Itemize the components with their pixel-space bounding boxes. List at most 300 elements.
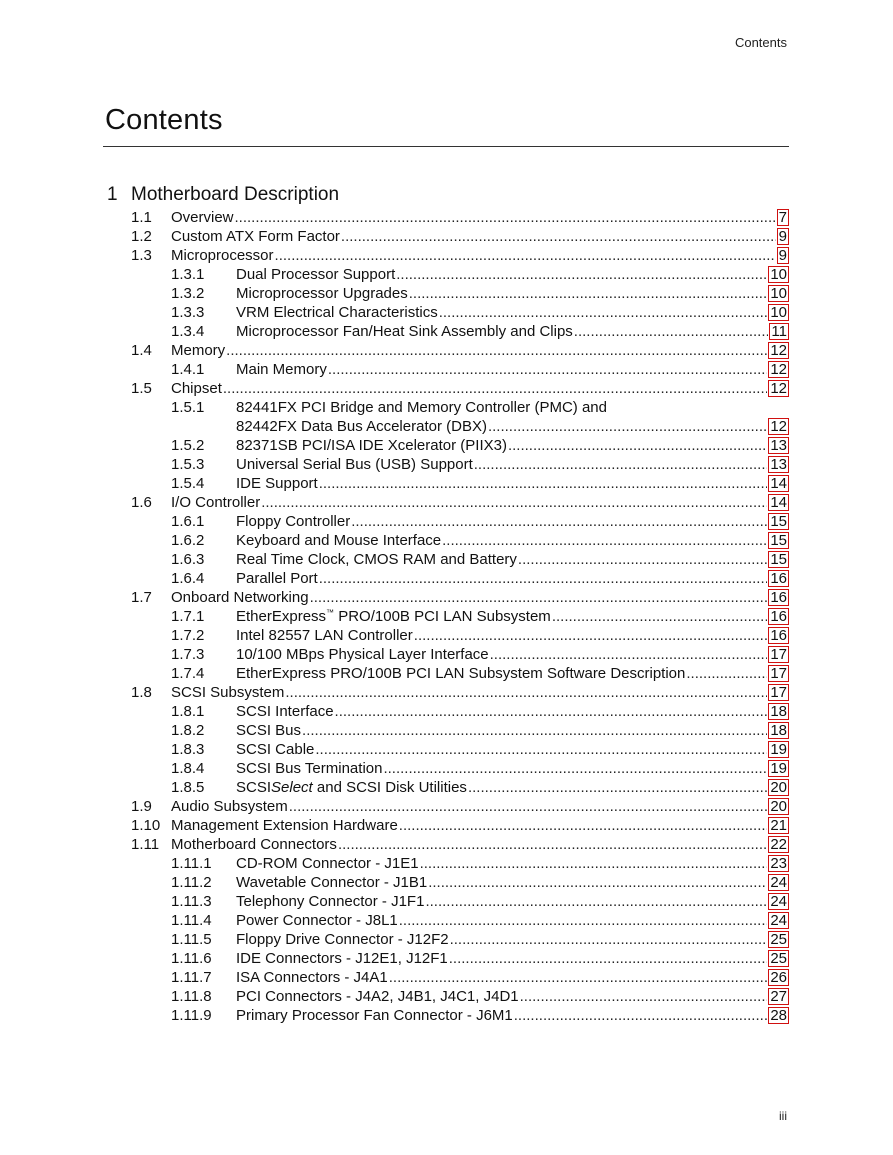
dot-leader [310, 588, 768, 607]
toc-entry-title-text: Floppy Controller [236, 513, 351, 530]
toc-entry-title[interactable] [236, 626, 413, 645]
page-number-link[interactable]: 10 [770, 285, 787, 302]
toc-entry-line [236, 569, 789, 588]
page-number-link[interactable]: 14 [770, 494, 787, 511]
toc-entry-title[interactable] [236, 417, 487, 436]
dot-leader [289, 797, 768, 816]
toc-entry-title[interactable] [236, 854, 419, 873]
toc-entry-line [236, 778, 789, 797]
dot-leader [338, 835, 767, 854]
toc-entry-title[interactable] [236, 322, 573, 341]
dot-leader [490, 645, 768, 664]
toc-entry[interactable] [0, 759, 893, 778]
dot-leader [514, 1006, 768, 1025]
toc-entry-title-text: Main Memory [236, 361, 327, 378]
toc-entry-line [236, 436, 789, 455]
toc-entry[interactable] [0, 702, 893, 721]
toc-entry[interactable] [0, 531, 893, 550]
toc-entry[interactable] [0, 797, 893, 816]
toc-entry-line [236, 740, 789, 759]
toc-entry-number: 1.8.2 [171, 722, 205, 739]
page-folio: iii [779, 1109, 787, 1123]
toc-entry[interactable] [0, 1006, 893, 1025]
chapter-heading [107, 184, 339, 206]
page-number-link[interactable]: 15 [770, 551, 787, 568]
toc-entry-title-text: Overview [171, 209, 234, 226]
page-number-link[interactable]: 9 [778, 247, 787, 264]
toc-entry-line [171, 797, 789, 816]
toc-entry-number: 1.6 [131, 494, 152, 511]
toc-entry-title-text: Real Time Clock, CMOS RAM and Battery [236, 551, 517, 568]
toc-entry-title-text: Management Extension Hardware [171, 817, 398, 834]
toc-entry-title-text: VRM Electrical Characteristics [236, 304, 438, 321]
toc-entry-title-text: Parallel Port [236, 570, 318, 587]
toc-entry[interactable] [0, 455, 893, 474]
page-number-link[interactable]: 12 [770, 418, 787, 435]
toc-entry-title[interactable] [236, 607, 551, 626]
toc-entry-line [236, 360, 789, 379]
toc-entry-number: 1.4 [131, 342, 152, 359]
toc-entry-number: 1.11.6 [171, 950, 212, 967]
dot-leader [420, 854, 768, 873]
toc-entry-number: 1.8 [131, 684, 152, 701]
toc-entry-line [236, 968, 789, 987]
toc-entry[interactable] [0, 968, 893, 987]
toc-entry-line [236, 265, 789, 284]
dot-leader [319, 474, 768, 493]
toc-entry-title[interactable] [236, 569, 318, 588]
toc-entry-number: 1.11.9 [171, 1007, 212, 1024]
toc-entry-title[interactable] [236, 949, 448, 968]
page-number-link[interactable]: 12 [770, 342, 787, 359]
toc-entry[interactable] [0, 512, 893, 531]
toc-entry[interactable] [0, 816, 893, 835]
toc-entry-title-text: Chipset [171, 380, 222, 397]
toc-entry[interactable] [0, 493, 893, 512]
page-number-link[interactable]: 16 [770, 589, 787, 606]
page-number-link[interactable]: 25 [770, 931, 787, 948]
dot-leader [399, 911, 768, 930]
chapter-number: 1 [107, 184, 118, 205]
toc-entry-title[interactable] [236, 702, 334, 721]
toc-entry-title[interactable] [236, 930, 449, 949]
page-number-link[interactable]: 12 [770, 361, 787, 378]
toc-entry-title-text: EtherExpress PRO/100B PCI LAN Subsystem Software Description [236, 665, 686, 682]
toc-entry-title[interactable] [236, 303, 438, 322]
toc-entry-line [171, 379, 789, 398]
toc-entry-title-text: ISA Connectors - J4A1 [236, 969, 388, 986]
dot-leader [319, 569, 768, 588]
dot-leader [508, 436, 767, 455]
page-number-link[interactable]: 17 [770, 684, 787, 701]
toc-entry-line [236, 892, 789, 911]
page-number-link[interactable]: 24 [770, 874, 787, 891]
toc-entry-number: 1.8.5 [171, 779, 205, 796]
toc-entry-number: 1.11.7 [171, 969, 212, 986]
page-number-link[interactable]: 28 [770, 1007, 787, 1024]
toc-entry-title-text: Audio Subsystem [171, 798, 288, 815]
toc-entry-title[interactable] [236, 645, 489, 664]
toc-entry-title[interactable] [236, 664, 685, 683]
dot-leader [474, 455, 768, 474]
page-title: Contents [105, 104, 223, 136]
title-rule [103, 146, 789, 147]
dot-leader [439, 303, 768, 322]
dot-leader [261, 493, 767, 512]
toc-entry-number: 1.5.2 [171, 437, 205, 454]
page-number-link[interactable]: 15 [770, 532, 787, 549]
toc-entry-title-text: Microprocessor Upgrades [236, 285, 408, 302]
toc-entry-title-text: SCSI Subsystem [171, 684, 285, 701]
toc-entry[interactable] [0, 607, 893, 626]
toc-entry-number: 1.3.4 [171, 323, 205, 340]
dot-leader [488, 417, 767, 436]
toc-entry-title-text: EtherExpress [236, 608, 327, 625]
toc-entry[interactable] [0, 208, 893, 227]
toc-entry-number: 1.11.2 [171, 874, 212, 891]
toc-entry[interactable] [0, 550, 893, 569]
toc-entry-line [236, 417, 789, 436]
toc-entry-title-rest: PRO/100B PCI LAN Subsystem [334, 608, 551, 625]
toc-entry-title-text: I/O Controller [171, 494, 261, 511]
toc-entry-line [236, 645, 789, 664]
page-number-link[interactable]: 22 [770, 836, 787, 853]
toc-entry-title[interactable] [236, 911, 398, 930]
page-number-link[interactable]: 25 [770, 950, 787, 967]
toc-entry[interactable] [0, 930, 893, 949]
running-head: Contents [734, 35, 787, 50]
page-number-link[interactable]: 27 [770, 988, 787, 1005]
dot-leader [520, 987, 768, 1006]
toc-entry-line [236, 759, 789, 778]
toc-entry-number: 1.11.8 [171, 988, 212, 1005]
toc-entry-title[interactable] [236, 721, 301, 740]
dot-leader [389, 968, 768, 987]
toc-entry[interactable] [0, 246, 893, 265]
dot-leader [425, 892, 767, 911]
dot-leader [383, 759, 767, 778]
dot-leader [335, 702, 768, 721]
page-number-link[interactable]: 11 [771, 323, 787, 340]
toc-entry-line [236, 322, 789, 341]
dot-leader [409, 284, 768, 303]
toc-entry[interactable] [0, 341, 893, 360]
toc-entry[interactable] [0, 949, 893, 968]
toc-entry-title[interactable] [171, 379, 222, 398]
toc-entry-title[interactable] [236, 512, 350, 531]
toc-entry-title-text: IDE Connectors - J12E1, J12F1 [236, 950, 448, 967]
page-number-link[interactable]: 20 [770, 779, 787, 796]
toc-entry-title-text: Microprocessor Fan/Heat Sink Assembly and Clips [236, 323, 573, 340]
toc-entry[interactable] [0, 322, 893, 341]
toc-entry-line [236, 474, 789, 493]
toc-entry-title-text: Memory [171, 342, 226, 359]
toc-entry-number: 1.3.3 [171, 304, 205, 321]
toc-entry[interactable] [0, 778, 893, 797]
toc-entry-title[interactable] [171, 797, 288, 816]
toc-entry-title-text: IDE Support [236, 475, 318, 492]
page-number-link[interactable]: 18 [770, 703, 787, 720]
toc-entry-title[interactable] [236, 1006, 513, 1025]
dot-leader [341, 227, 776, 246]
page-number-link[interactable]: 16 [770, 570, 787, 587]
toc-entry-number: 1.11.3 [171, 893, 212, 910]
toc-entry-title[interactable] [236, 436, 507, 455]
toc-entry-number: 1.8.4 [171, 760, 205, 777]
toc-entry-title-text: 82442FX Data Bus Accelerator (DBX) [236, 418, 487, 435]
toc-entry-title[interactable] [236, 474, 318, 493]
toc-entry[interactable] [0, 721, 893, 740]
toc-entry[interactable] [0, 835, 893, 854]
toc-entry-number: 1.10 [131, 817, 161, 834]
toc-entry[interactable] [0, 436, 893, 455]
toc-entry[interactable] [0, 379, 893, 398]
page-number-link[interactable]: 17 [770, 646, 787, 663]
toc-entry-number: 1.11.1 [171, 855, 212, 872]
toc-entry-title[interactable] [171, 246, 274, 265]
toc-entry-number: 1.11 [131, 836, 160, 853]
dot-leader [275, 246, 776, 265]
page-number-link[interactable]: 9 [778, 228, 787, 245]
dot-leader [226, 341, 767, 360]
page-number-link[interactable]: 23 [770, 855, 787, 872]
toc-entry-line [171, 683, 789, 702]
toc-entry-line [236, 455, 789, 474]
toc-entry-title-text: Wavetable Connector - J1B1 [236, 874, 428, 891]
toc-entry[interactable] [0, 265, 893, 284]
toc-entry[interactable] [0, 284, 893, 303]
chapter-title: Motherboard Description [131, 184, 340, 205]
toc-entry-line [171, 588, 789, 607]
toc-entry-title-text: CD-ROM Connector - J1E1 [236, 855, 419, 872]
toc-entry-line [236, 911, 789, 930]
toc-entry[interactable] [0, 987, 893, 1006]
toc-entry-title[interactable] [236, 968, 388, 987]
toc-entry-line [236, 550, 789, 569]
toc-entry-title-text: PCI Connectors - J4A2, J4B1, J4C1, J4D1 [236, 988, 519, 1005]
toc-entry-line [236, 531, 789, 550]
page-number-link[interactable]: 24 [770, 893, 787, 910]
toc-entry-number: 1.8.1 [171, 703, 205, 720]
toc-entry-line [171, 493, 789, 512]
toc-entry-number: 1.3.2 [171, 285, 205, 302]
toc-entry[interactable] [0, 911, 893, 930]
page-number-link[interactable]: 13 [770, 437, 787, 454]
toc-entry-title-text: Microprocessor [171, 247, 274, 264]
toc-entry-title-text: SCSI Interface [236, 703, 334, 720]
toc-entry-line [171, 246, 789, 265]
toc-entry-number: 1.6.2 [171, 532, 205, 549]
dot-leader [328, 360, 767, 379]
toc-entry-title[interactable] [236, 778, 467, 797]
toc-entry-title[interactable] [236, 531, 441, 550]
toc-entry[interactable] [0, 645, 893, 664]
toc-entry-number: 1.7.2 [171, 627, 205, 644]
toc-entry-number: 1.6.4 [171, 570, 205, 587]
toc-entry[interactable] [0, 588, 893, 607]
toc-entry-number: 1.7.3 [171, 646, 205, 663]
toc-entry[interactable] [0, 474, 893, 493]
page-number-link[interactable]: 12 [770, 380, 787, 397]
page-number-link[interactable]: 18 [770, 722, 787, 739]
toc-entry-number: 1.1 [131, 209, 152, 226]
page-number-link[interactable]: 14 [770, 475, 787, 492]
toc-entry-number: 1.7 [131, 589, 152, 606]
toc-entry-title-text: SCSI Bus Termination [236, 760, 383, 777]
toc-entry-title-text: Power Connector - J8L1 [236, 912, 398, 929]
page-number-link[interactable]: 7 [778, 209, 787, 226]
page-number-link[interactable]: 16 [770, 608, 787, 625]
dot-leader [449, 949, 768, 968]
toc-entry[interactable] [0, 664, 893, 683]
dot-leader [518, 550, 767, 569]
table-of-contents [0, 208, 893, 1025]
toc-entry-title-text: Onboard Networking [171, 589, 309, 606]
toc-entry-number: 1.8.3 [171, 741, 205, 758]
toc-entry-line [236, 721, 789, 740]
toc-entry-number: 1.7.1 [171, 608, 205, 625]
toc-entry-title-text: SCSI Cable [236, 741, 315, 758]
page-number-link[interactable]: 26 [770, 969, 787, 986]
page-number-link[interactable]: 10 [770, 304, 787, 321]
dot-leader [450, 930, 768, 949]
page-number-link[interactable]: 10 [770, 266, 787, 283]
toc-entry-number: 1.3.1 [171, 266, 205, 283]
toc-entry-title[interactable] [171, 588, 309, 607]
toc-entry-title[interactable] [171, 341, 225, 360]
toc-entry[interactable] [0, 740, 893, 759]
dot-leader [442, 531, 767, 550]
page-number-link[interactable]: 20 [770, 798, 787, 815]
toc-entry-title-italic: Select [271, 779, 313, 796]
toc-entry-line [236, 930, 789, 949]
toc-entry-line [171, 341, 789, 360]
page-number-link[interactable]: 16 [770, 627, 787, 644]
toc-entry-title[interactable] [236, 360, 327, 379]
dot-leader [428, 873, 767, 892]
dot-leader [302, 721, 767, 740]
toc-entry-line [236, 702, 789, 721]
toc-entry-title-text: Primary Processor Fan Connector - J6M1 [236, 1007, 513, 1024]
toc-entry-number: 1.6.3 [171, 551, 205, 568]
toc-entry-line [236, 512, 789, 531]
toc-entry-title[interactable] [171, 493, 260, 512]
page-number-link[interactable]: 15 [770, 513, 787, 530]
toc-entry-line [171, 835, 789, 854]
page-number-link[interactable]: 17 [770, 665, 787, 682]
toc-entry-line [236, 303, 789, 322]
dot-leader [396, 265, 767, 284]
toc-entry[interactable] [0, 398, 893, 436]
toc-entry-line [236, 987, 789, 1006]
dot-leader [223, 379, 767, 398]
toc-entry-title[interactable] [236, 455, 473, 474]
toc-entry-number: 1.5.4 [171, 475, 205, 492]
dot-leader [414, 626, 768, 645]
toc-entry[interactable] [0, 683, 893, 702]
page-number-link[interactable]: 19 [770, 741, 787, 758]
toc-entry-number: 1.7.4 [171, 665, 205, 682]
dot-leader [399, 816, 768, 835]
toc-entry-title[interactable] [171, 683, 284, 702]
page-number-link[interactable]: 21 [770, 817, 787, 834]
toc-entry[interactable] [0, 892, 893, 911]
toc-entry-title[interactable] [171, 835, 337, 854]
toc-entry-title-rest: and SCSI Disk Utilities [312, 779, 467, 796]
toc-entry-title[interactable] [236, 265, 395, 284]
dot-leader [552, 607, 768, 626]
page-number-link[interactable]: 13 [770, 456, 787, 473]
toc-entry[interactable] [0, 854, 893, 873]
toc-entry[interactable] [0, 303, 893, 322]
toc-entry-line [171, 816, 789, 835]
toc-entry-title[interactable] [171, 208, 234, 227]
toc-entry-number: 1.5 [131, 380, 152, 397]
toc-entry-title-text: Dual Processor Support [236, 266, 396, 283]
toc-entry-number: 1.9 [131, 798, 152, 815]
toc-entry-title-text: Motherboard Connectors [171, 836, 337, 853]
trademark-symbol: ™ [326, 608, 335, 617]
toc-entry-title-text: Custom ATX Form Factor [171, 228, 340, 245]
toc-entry-number: 1.5.1 [171, 399, 205, 416]
toc-entry-number: 1.11.4 [171, 912, 212, 929]
toc-entry-title[interactable] [236, 550, 517, 569]
dot-leader [468, 778, 767, 797]
toc-entry-number: 1.5.3 [171, 456, 205, 473]
toc-entry[interactable] [0, 626, 893, 645]
toc-entry-line [236, 284, 789, 303]
toc-entry-line [236, 607, 789, 626]
toc-entry-title-text: 10/100 MBps Physical Layer Interface [236, 646, 489, 663]
toc-entry-line [236, 664, 789, 683]
toc-entry-title-text: Universal Serial Bus (USB) Support [236, 456, 473, 473]
toc-entry-title[interactable] [236, 987, 519, 1006]
toc-entry-line [171, 208, 789, 227]
toc-entry-title-text: Keyboard and Mouse Interface [236, 532, 442, 549]
toc-entry[interactable] [0, 360, 893, 379]
toc-entry-number: 1.6.1 [171, 513, 205, 530]
dot-leader [686, 664, 767, 683]
toc-entry-line [236, 854, 789, 873]
toc-entry-number: 1.2 [131, 228, 152, 245]
dot-leader [574, 322, 769, 341]
page-number-link[interactable]: 19 [770, 760, 787, 777]
toc-entry-number: 1.4.1 [171, 361, 205, 378]
toc-entry-title-text: 82371SB PCI/ISA IDE Xcelerator (PIIX3) [236, 437, 507, 454]
toc-entry-title[interactable] [236, 284, 408, 303]
toc-entry-title-text: Intel 82557 LAN Controller [236, 627, 413, 644]
page-number-link[interactable]: 24 [770, 912, 787, 929]
toc-entry[interactable] [0, 873, 893, 892]
dot-leader [235, 208, 776, 227]
toc-entry-title[interactable] [236, 759, 382, 778]
toc-entry-title[interactable] [171, 227, 340, 246]
toc-entry-title[interactable] [236, 740, 314, 759]
toc-entry-line [236, 949, 789, 968]
dot-leader [285, 683, 767, 702]
toc-entry-title[interactable] [171, 816, 398, 835]
toc-entry[interactable] [0, 227, 893, 246]
toc-entry[interactable] [0, 569, 893, 588]
toc-entry-line [236, 626, 789, 645]
dot-leader [351, 512, 767, 531]
toc-entry-line [171, 227, 789, 246]
toc-entry-title-text: Floppy Drive Connector - J12F2 [236, 931, 449, 948]
toc-entry-title-line1: 82441FX PCI Bridge and Memory Controller (PMC) and [236, 399, 607, 416]
toc-entry-title[interactable] [236, 873, 427, 892]
toc-entry-line [236, 1006, 789, 1025]
toc-entry-title[interactable] [236, 892, 424, 911]
